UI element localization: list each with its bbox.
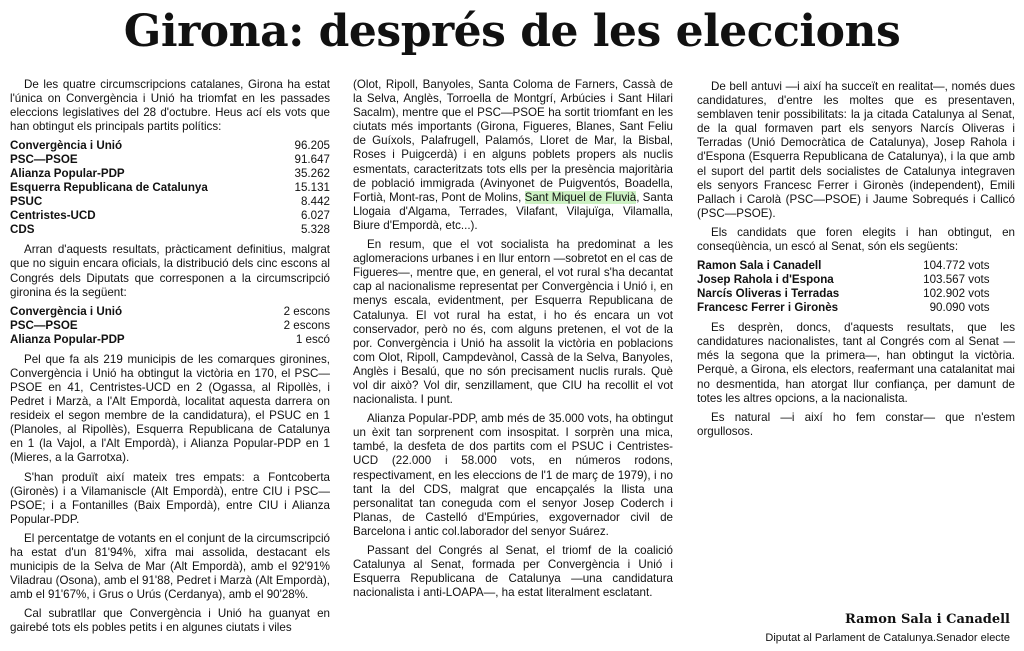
row-value: 1 escó [295,332,330,346]
row-label: Alianza Popular-PDP [10,332,125,346]
senators-table [697,259,990,315]
row-value: 91.647 [294,153,330,167]
row-value: 104.772 vots [923,259,990,273]
author-signature: Ramon Sala i Canadell [845,612,1010,627]
paragraph: Els candidats que foren elegits i han obtingut, en conseqüència, un escó al Senat, són els següents: [697,225,1015,254]
row-value: 103.567 vots [923,273,990,287]
row-value: 2 escons [283,304,330,318]
paragraph: Arran d'aquests resultats, pràcticament definitius, malgrat que no siguin encara oficials, la distribució dels cinc escons al Congrés dels Diputats que corresponen a la circumscripció gironina és la següent: [10,243,330,299]
row-label: Convergència i Unió [10,139,123,153]
table-row [10,195,330,209]
table-row [697,287,990,301]
paragraph-continued [353,78,673,233]
column-1 [10,78,330,641]
paragraph: Alianza Popular-PDP, amb més de 35.000 vots, ha obtingut un èxit tan sorprenent com insospitat. I sorprèn una mica, també, la desfeta de dos partits com el PSUC i Centristes-UCD (22.000 i 58.000 vots, en números rodons, respectivament, en les eleccions de l'1 de març de 1979), i no tant la del CDS, malgrat que encapçalés la llista una personalitat tan coneguda com el senyor Josep Coderch i Planas, de Castelló d'Empúries, exgovernador civil de Barcelona i antic col.laborador del senyor Suárez. [353,412,673,538]
table-row [10,209,330,223]
row-label: PSC—PSOE [10,153,78,167]
table-row [10,223,330,237]
paragraph: Passant del Congrés al Senat, el triomf de la coalició Catalunya al Senat, formada per Convergència i Unió i Esquerra Republicana de Catalunya —una candidatura nacionalista i anti-LOAPA—, ha estat literalment esclatant. [353,544,673,600]
table-row [10,153,330,167]
table-row [697,301,990,315]
text-segment: , Santa Llogaia d'Algama, Terrades, Vilafant, Vilajuïga, Vilamalla, Biure d'Empordà, etc...). [353,190,673,232]
row-value: 8.442 [300,195,330,209]
row-label: Esquerra Republicana de Catalunya [10,181,208,195]
row-label: PSC—PSOE [10,318,78,332]
paragraph: En resum, que el vot socialista ha predominat a les aglomeracions urbanes i en llur entorn —sobretot en el cas de Figueres—, mentre que, en general, el vot rural s'ha decantat cap al nacionalisme representat per Convergència i Unió i, en menys escala, evidentment, per Esquerra Republicana de Catalunya. El vot rural ha estat, i ho és encara un vot conservador, però no és, com alguns pretenen, el vot de la por. Convergència i Unió ha assolit la victòria en poblacions com Olot, Ripoll, Campdevànol, Cassà de la Selva, Banyoles, Anglès i Besalú, que no són precisament nuclis rurals. Què vol dir això? Vol dir, senzillament, que CIU ha recollit el vot nacionalista. I punt. [353,238,673,407]
paragraph: De bell antuvi —i així ha succeït en realitat—, només dues candidatures, d'entre les moltes que es presentaven, semblaven tenir possibilitats: la ja citada Catalunya al Senat, de la qual formaven part els senyors Narcís Oliveras i Terradas (Unió Democràtica de Catalunya), Josep Rahola i d'Espona (Esquerra Republicana de Catalunya), i la que amb el suport del partit dels socialistes de Catalunya integraven els senyors Francesc Ferrer i Gironès (independent), Emili Pallach i Carolà (PSC—PSOE) i Jaume Sobrequés i Callicó (PSC—PSOE). [697,80,1015,220]
table-row [10,167,330,181]
table-row [10,181,330,195]
row-label: Francesc Ferrer i Gironès [697,301,839,315]
table-row [697,273,990,287]
row-value: 96.205 [294,139,330,153]
paragraph: De les quatre circumscripcions catalanes, Girona ha estat l'única on Convergència i Unió ha triomfat en les passades eleccions legislatives del 28 d'octubre. Heus ací els vots que han obtingut els principals partits polítics: [10,78,330,134]
votes-table [10,139,330,237]
paragraph: Es natural —i així ho fem constar— que n'estem orgullosos. [697,410,1015,438]
row-value: 15.131 [294,181,330,195]
paragraph: El percentatge de votants en el conjunt de la circumscripció ha estat d'un 81'94%, xifra mai assolida, destacant els municipis de la Selva de Mar (Alt Empordà), amb el 92'91% Viladrau (Osona), amb el 91'88, Pedret i Marzà (Alt Empordà), amb el 91'67%, i Grus o Urús (Cerdanya), amb el 90'28%. [10,531,330,602]
row-label: Ramon Sala i Canadell [697,259,822,273]
row-value: 35.262 [294,167,330,181]
column-3 [697,80,1015,444]
table-row [697,259,990,273]
row-label: PSUC [10,195,43,209]
paragraph: Es desprèn, doncs, d'aquests resultats, que les candidatures nacionalistes, tant al Congrés com al Senat —més la segona que la primera—, han obtingut la victòria. Perquè, a Girona, els electors, reafermant una catalanitat mai no desmentida, han atorgat llur confiança, per damunt de totes les altres opcions, a la nacionalista. [697,321,1015,405]
row-value: 6.027 [300,209,330,223]
row-label: Convergència i Unió [10,304,123,318]
author-role: Diputat al Parlament de Catalunya.Senador electe [765,632,1010,644]
paragraph: Pel que fa als 219 municipis de les comarques gironines, Convergència i Unió ha obtingut la victòria en 170, el PSC—PSOE en 41, Centristes-UCD en 2 (Ogassa, al Ripollès, i Pedret i Marzà, a l'Alt Empordà, localitat aquesta darrera on resideix el segon membre de la candidatura), el PSUC en 1 (Planoles, al Ripollès), Esquerra Republicana de Catalunya en 1 (la Vajol, a l'Alt Empordà), i Alianza Popular-PDP en 1 (Mieres, a la Garrotxa). [10,352,330,465]
column-2 [353,78,673,605]
highlighted-text: Sant Miquel de Fluvià [524,190,637,204]
paragraph: Cal subratllar que Convergència i Unió ha guanyat en gairebé tots els pobles petits i en algunes ciutats i viles [10,607,330,635]
headline: Girona: després de les eleccions [123,6,901,57]
table-row [10,139,330,153]
row-label: Narcís Oliveras i Terradas [697,287,840,301]
table-row [10,319,330,333]
paragraph: S'han produït així mateix tres empats: a Fontcoberta (Gironès) i a Vilamaniscle (Alt Empordà), entre CIU i PSC—PSOE; i a Fontanilles (Baix Empordà), entre CIU i Alianza Popular-PDP. [10,470,330,526]
table-row [10,333,330,347]
row-value: 90.090 vots [929,301,990,315]
row-label: Centristes-UCD [10,209,96,223]
row-value: 2 escons [283,318,330,332]
seats-table [10,305,330,347]
row-label: Alianza Popular-PDP [10,167,125,181]
text-segment: (Olot, Ripoll, Banyoles, Santa Coloma de Farners, Cassà de la Selva, Anglès, Torroella de Montgrí, Arbúcies i Sant Hilari Sacalm), mentre que el PSC—PSOE ha sortit triomfant en les ciutats més importants (Girona, Figueres, Blanes, Sant Feliu de Guíxols, Palafrugell, Palamós, Lloret de Mar, la Bisbal, Roses i Puigcerdà) i en alguns poblets propers als nuclis esmentats, caracteritzats tots ells per la presència majoritària de població immigrada (Avinyonet de Puigventós, Boadella, Fortià, Mont-ras, Pont de Molins, [353,78,673,204]
row-label: CDS [10,223,35,237]
row-label: Josep Rahola i d'Espona [697,273,834,287]
table-row [10,305,330,319]
row-value: 5.328 [300,223,330,237]
row-value: 102.902 vots [923,287,990,301]
